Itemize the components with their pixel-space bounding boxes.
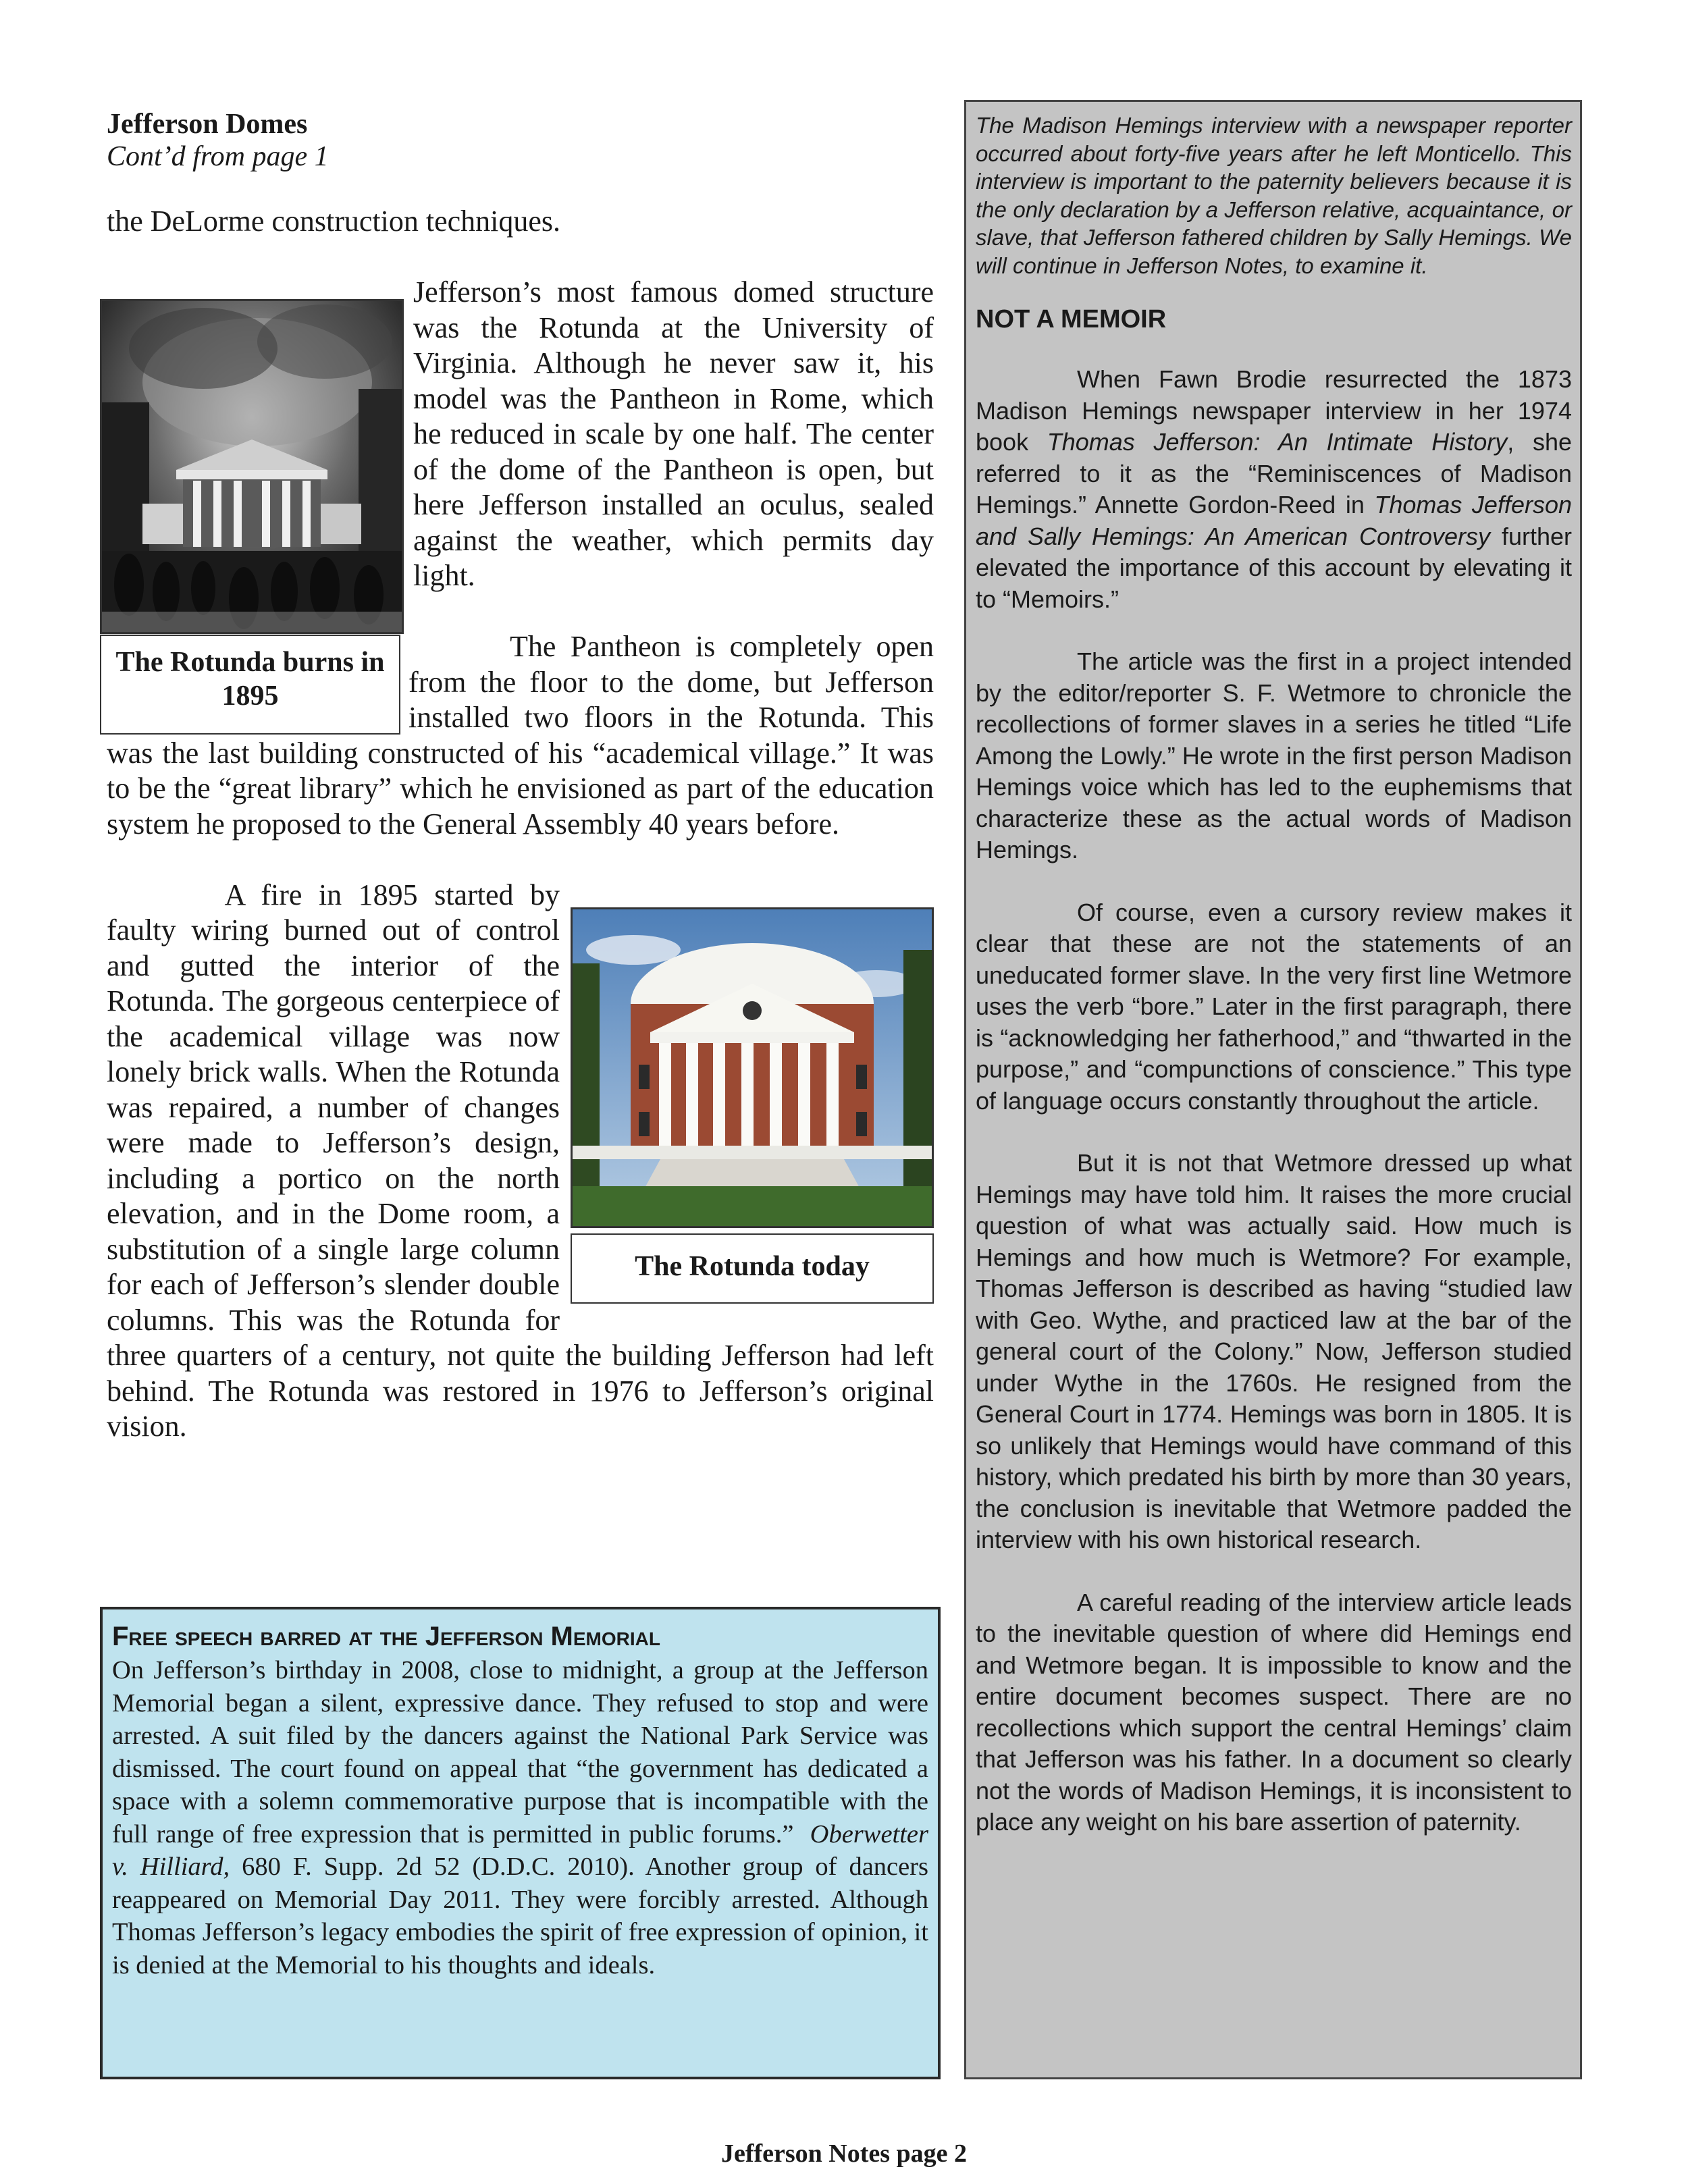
case-name: Oberwetter v. Hilliard, <box>112 1819 928 1881</box>
brodie-book-title: Thomas Jefferson: An Intimate History <box>1047 428 1508 456</box>
p1-text-c: further elevated the importance of this account by elevating it to “Memoirs.” <box>976 522 1572 613</box>
free-speech-title-text: Free speech barred at the Jefferson Memorial <box>112 1622 660 1651</box>
hemings-paragraph-4: But it is not that Wetmore dressed up what Hemings may have told him. It raises the more crucial question of what was actually said. How much is Hemings and how much is Wetmore? For example, Thomas Jefferson is described as having “studied law with Geo. Wythe, and practiced law at the bar of the general court of the Colony.” Now, Jefferson studied under Wythe in the 1760s. He resigned from the General Court in 1774. Hemings was born in 1805. It is so unlikely that Hemings would have command of this history, which predated his birth by more than 30 years, the conclusion is inevitable that Wetmore padded the interview with his own historical research. <box>976 1149 1572 1553</box>
photo2-caption: The Rotunda today <box>571 1233 934 1304</box>
caption1-wrap <box>100 635 400 735</box>
hemings-paragraph-5: A careful reading of the interview article leads to the inevitable question of where did Hemings end and Wetmore began. It is impossible to know and the entire document becomes suspect. There are no recollections which support the central Hemings’ claim that Jefferson was his father. In a document so clearly not the words of Madison Hemings, it is inconsistent to place any weight on his bare assertion of paternity. <box>976 1588 1572 1836</box>
free-speech-body-b: 680 F. Supp. 2d 52 (D.D.C. 2010). Another group of dancers reappeared on Memorial Day 2011. They were forcibly arrested. Although Thomas Jefferson’s legacy embodies the spirit of free expression of opinion, it is denied at the Memorial to his thoughts and ideals. <box>112 1853 929 1979</box>
p1-text-a: When Fawn Brodie resurrected the 1873 Madison Hemings newspaper interview in her 1974 book <box>976 365 1572 456</box>
free-speech-sidebar <box>100 1607 941 2079</box>
paragraph-1-text: Jefferson’s most famous domed structure was the Rotunda at the University of Virginia. Although he never saw it, his model was the Pantheon in Rome, which he reduced in scale by one half. The center of the dome of the Pantheon is open, but here Jefferson installed an oculus, sealed against the weather, which permits day light. <box>413 275 934 592</box>
hemings-paragraph-3: Of course, even a cursory review makes it clear that these are not the statements of an uneducated former slave. In the very first line Wetmore uses the verb “bore.” Later in the first paragraph, there is “acknowledging her fatherhood,” and “thwarted in the purpose,” and “compunctions of conscience.” This type of language occurs constantly throughout the article. <box>976 898 1572 1115</box>
hemings-intro: The Madison Hemings interview with a newspaper reporter occurred about forty-five years after he left Monticello. This interview is important to the paternity believers because it is the only declaration by a Jefferson relative, acquaintance, or slave, that Jefferson fathered children by Sally Hemings. We will continue in Jefferson Notes, to examine it. <box>976 113 1572 278</box>
lead-paragraph: the DeLorme construction techniques. <box>107 205 561 238</box>
not-a-memoir-heading: NOT A MEMOIR <box>976 305 1167 334</box>
gordon-reed-book-title: Thomas Jefferson and Sally Hemings: An American Controversy <box>976 491 1572 550</box>
free-speech-body <box>112 1654 928 1981</box>
continued-note: Cont’d from page 1 <box>107 141 329 172</box>
rotunda-today-image-icon <box>573 909 932 1226</box>
rotunda-today-photo <box>571 907 934 1228</box>
article-body <box>107 275 934 1445</box>
p1-text-b: , she referred to it as the “Reminiscences of Madison Hemings.” Annette Gordon-Reed in <box>976 428 1572 518</box>
rotunda-fire-photo <box>100 299 404 634</box>
free-speech-body-a: On Jefferson’s birthday in 2008, close to midnight, a group at the Jefferson Memorial began a silent, expressive dance. They refused to stop and were arrested. A suit filed by the dancers against the National Park Service was dismissed. The court found on appeal that “the government has dedicated a space with a solemn commemorative purpose that is incompatible with the full range of free expression that is permitted in public forums.” <box>112 1656 928 1848</box>
page-footer: Jefferson Notes page 2 <box>720 2139 968 2168</box>
photo2-wrap <box>571 907 934 1304</box>
paragraph-3-text: A fire in 1895 started by faulty wiring burned out of control and gutted the interior of the Rotunda. The gorgeous centerpiece of the academical village was now lonely brick walls. When the Rotunda was repaired, a number of changes were made to Jefferson’s design, including a portico on the north elevation, and in the Dome room, a substitution of a single large column for each of Jefferson’s slender double columns. This was the Rotunda for three quarters of a century, not quite the building Jefferson had left behind. The Rotunda was restored in 1976 to Jefferson’s original vision. <box>107 878 934 1443</box>
photo1-wrap <box>100 275 404 620</box>
hemings-sidebar <box>964 100 1582 2079</box>
free-speech-title <box>112 1622 928 1651</box>
hemings-paragraph-2: The article was the first in a project intended by the editor/reporter S. F. Wetmore to chronicle the recollections of former slaves in a series he titled “Life Among the Lowly.” He wrote in the first person Madison Hemings voice which has led to the euphemisms that characterize these as the actual words of Madison Hemings. <box>976 647 1572 863</box>
hemings-paragraph-1 <box>976 364 1572 615</box>
article-title: Jefferson Domes <box>107 109 308 140</box>
paragraph-2-text: The Pantheon is completely open from the floor to the dome, but Jefferson installed two floors in the Rotunda. This was the last building constructed of his “academical village.” It was to be the “great library” which he envisioned as part of the education system he proposed to the General Assembly 40 years before. <box>107 630 934 841</box>
rotunda-fire-image-icon <box>102 301 402 632</box>
photo1-caption: The Rotunda burns in 1895 <box>100 635 400 735</box>
